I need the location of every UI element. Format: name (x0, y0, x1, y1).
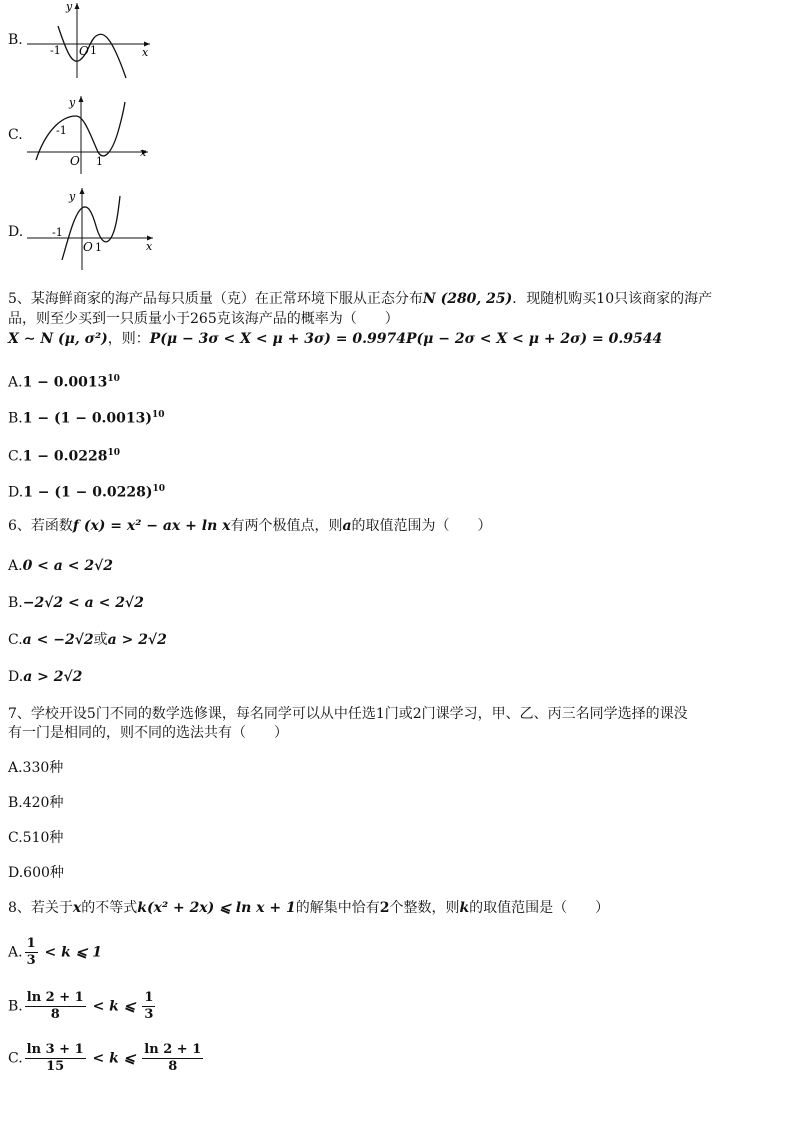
q8-option-b[interactable]: B. $\frac{\ln 2 + 1}{8}$ < k ⩽ $\frac{1}{3}$ (8, 990, 154, 1022)
tick-neg-label: -1 (50, 44, 61, 57)
q5-option-c[interactable]: $C.1 - 0.0228^{10}$ (8, 448, 121, 465)
x-axis-label: x (142, 46, 149, 59)
option-d-label: D. (8, 224, 24, 240)
question-7-line-2: 有一门是相同的，则不同的选法共有（ ） (8, 725, 288, 741)
q6-option-c[interactable]: C.a < −2√2或a > 2√2 (8, 632, 167, 648)
x-axis-label: x (140, 146, 147, 159)
fraction: $\frac{1}{3}$ (144, 990, 154, 1022)
y-axis-label: y (66, 0, 73, 13)
fraction: $\frac{\ln 2 + 1}{8}$ (144, 1042, 202, 1074)
q5-option-a[interactable]: $A.1 - 0.0013^{10}$ (8, 374, 120, 391)
tick-pos-label: 1 (95, 241, 102, 254)
option-c-label: C. (8, 127, 23, 143)
question-6-stem: 6、若函数f (x) = x² − ax + ln x有两个极值点，则a的取值范围为（ ） (8, 518, 492, 534)
q6-option-b[interactable]: B.−2√2 < a < 2√2 (8, 595, 144, 611)
graph-b (22, 0, 157, 80)
question-8-stem: 8、若关于x的不等式k(x² + 2x) ⩽ ln x + 1的解集中恰有2个整数，则k的取值范围是（ ） (8, 900, 610, 916)
tick-neg-label: -1 (52, 226, 63, 239)
q8-option-c[interactable]: C. $\frac{\ln 3 + 1}{15}$ < k ⩽ $\frac{\ln 2 + 1}{8}$ (8, 1042, 202, 1074)
q6-option-d[interactable]: D.a > 2√2 (8, 669, 83, 685)
graph-d (22, 184, 157, 274)
fraction: $\frac{1}{3}$ (26, 936, 36, 968)
fraction: $\frac{\ln 2 + 1}{8}$ (26, 990, 84, 1022)
q6-option-a[interactable]: A.0 < a < 2√2 (8, 558, 114, 574)
origin-label: O (79, 44, 89, 58)
y-axis-label: y (69, 96, 76, 109)
y-axis-label: y (69, 190, 76, 203)
tick-pos-label: 1 (96, 155, 103, 168)
q5-option-d[interactable]: $D.1 - (1 - 0.0228)^{10}$ (8, 484, 165, 501)
q7-option-c[interactable]: C.510种 (8, 830, 64, 846)
question-5-line-2: 品，则至少买到一只质量小于265克该海产品的概率为（ ） (8, 311, 399, 327)
question-7-line-1: 7、学校开设5门不同的数学选修课，每名同学可以从中任选1门或2门课学习，甲、乙、丙三名同学选择的课没 (8, 706, 688, 722)
tick-pos-label: 1 (90, 44, 97, 57)
q7-option-b[interactable]: B.420种 (8, 795, 64, 811)
tick-neg-label: -1 (56, 124, 67, 137)
option-b-label: B. (8, 32, 23, 48)
q8-option-a[interactable]: A. $\frac{1}{3}$ < k ⩽ 1 (8, 936, 103, 968)
question-5-line-3: X ∼ N (μ, σ²)，则：P(μ − 3σ < X < μ + 3σ) = 0.9974P(μ − 2σ < X < μ + 2σ) = 0.9544 (8, 331, 663, 347)
graph-c (22, 92, 157, 176)
q7-option-d[interactable]: D.600种 (8, 865, 64, 881)
origin-label: O (70, 154, 80, 168)
q5-option-b[interactable]: $B.1 - (1 - 0.0013)^{10}$ (8, 410, 165, 427)
question-5-line-1: 5、某海鲜商家的海产品每只质量（克）在正常环境下服从正态分布N (280, 25)．现随机购买10只该商家的海产 (8, 291, 713, 307)
q7-option-a[interactable]: A.330种 (8, 760, 64, 776)
x-axis-label: x (146, 240, 153, 253)
origin-label: O (83, 240, 93, 254)
fraction: $\frac{\ln 3 + 1}{15}$ (26, 1042, 84, 1074)
